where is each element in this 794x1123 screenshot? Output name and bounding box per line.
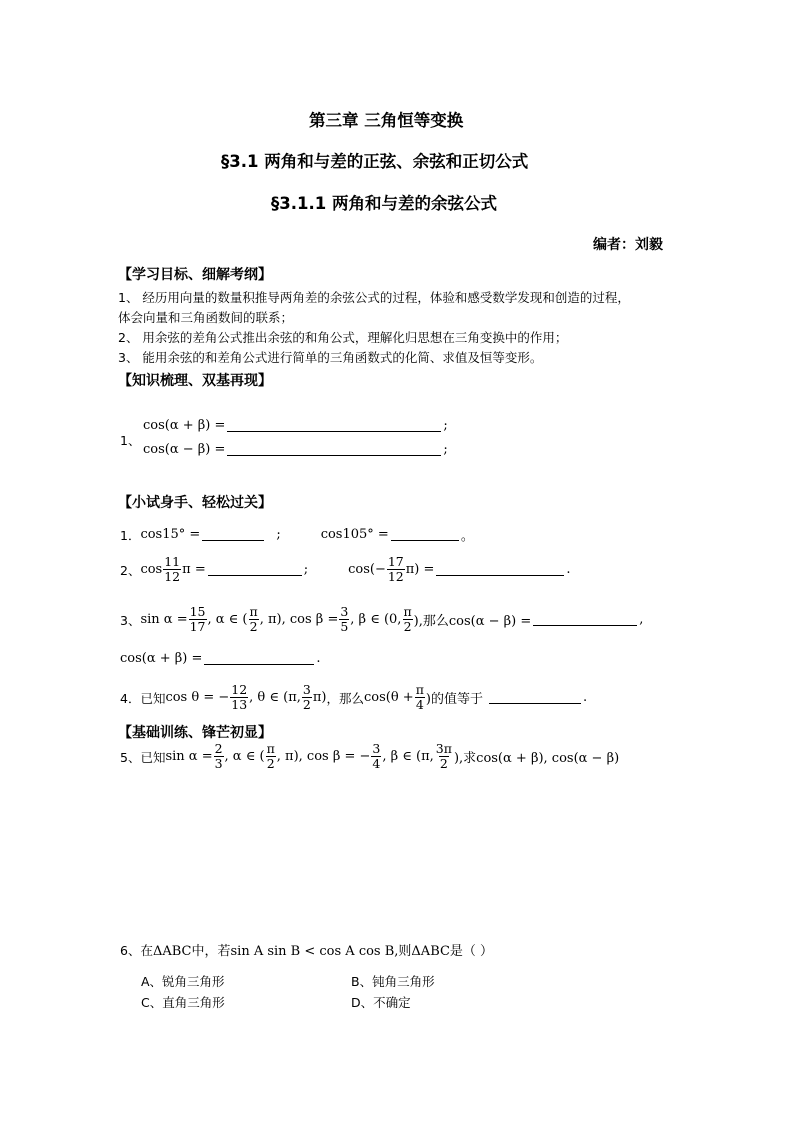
q4-seg-5: cos(θ +	[363, 690, 414, 705]
q4-number: 4．已知	[120, 690, 166, 706]
q3-blank-a[interactable]	[533, 613, 637, 626]
q5-seg-4: , β ∈ (π,	[382, 749, 434, 764]
option-c[interactable]: C、直角三角形	[141, 995, 225, 1010]
q6-seg-2: sin A sin B < cos A cos B,则ΔABC是（ ）	[230, 944, 494, 959]
q5-fraction-1: $\frac{2}{3}$	[214, 741, 223, 771]
option-d[interactable]: D、不确定	[351, 995, 411, 1010]
q2-separator: ;	[303, 562, 309, 577]
cos-diff-label: cos(α − β) =	[143, 442, 226, 457]
subsection-title: §3.1.1 两角和与差的余弦公式	[271, 194, 497, 213]
q3-end: .	[316, 651, 321, 666]
q3-fraction-4: $\frac{\pi}{2}$	[403, 604, 412, 634]
q1-number: 1．	[120, 527, 141, 543]
goal-item-1: 1、 经历用向量的数量积推导两角差的余弦公式的过程，体验和感受数学发现和创造的过程，	[118, 290, 630, 305]
option-b[interactable]: B、钝角三角形	[351, 974, 435, 989]
goals-heading: 【学习目标、细解考纲】	[118, 267, 272, 283]
cos-sum-blank[interactable]	[227, 419, 441, 432]
option-a[interactable]: A、锐角三角形	[141, 974, 225, 989]
q5-number: 5、已知	[120, 749, 166, 765]
q3-seg-3: , π), cos β =	[259, 612, 339, 627]
q2-fraction-a: $\frac{11}{12}$	[164, 554, 181, 584]
goal-item-1-cont: 体会向量和三角函数间的联系；	[118, 310, 294, 325]
q5-seg-3: , π), cos β = −	[276, 749, 371, 764]
q2-number: 2、	[120, 562, 141, 578]
question-3	[120, 605, 643, 634]
q2-part-b-post: π) =	[405, 562, 435, 577]
q5-seg-5: ),求cos(α + β), cos(α − β)	[453, 751, 620, 766]
q2-blank-a[interactable]	[208, 563, 302, 576]
cos-sum-formula	[143, 418, 448, 433]
question-2	[120, 555, 571, 584]
q4-seg-2: , θ ∈ (π,	[249, 690, 301, 705]
training-heading: 【基础训练、锋芒初显】	[118, 725, 272, 741]
cos-diff-formula	[143, 442, 448, 457]
q5-seg-1: sin α =	[165, 749, 213, 764]
goal-item-2: 2、 用余弦的差角公式推出余弦的和角公式，理解化归思想在三角变换中的作用；	[118, 330, 568, 345]
q3-blank-b[interactable]	[204, 652, 314, 665]
goal-item-3: 3、 能用余弦的和差角公式进行简单的三角函数式的化简、求值及恒等变形。	[118, 350, 543, 365]
q4-blank[interactable]	[489, 691, 581, 704]
q1-blank-b[interactable]	[391, 528, 459, 541]
question-5	[120, 742, 619, 771]
q5-seg-2: , α ∈ (	[224, 749, 265, 764]
q3-seg-1: sin α =	[140, 612, 188, 627]
q2-part-a-pre: cos	[140, 562, 163, 577]
q3-fraction-3: $\frac{3}{5}$	[340, 604, 349, 634]
q3-fraction-2: $\frac{\pi}{2}$	[249, 604, 258, 634]
q2-part-a-post: π =	[182, 562, 206, 577]
q2-fraction-b: $\frac{17}{12}$	[387, 554, 404, 584]
q6-number: 6、在	[120, 942, 153, 958]
q4-fraction-1: $\frac{12}{13}$	[231, 682, 248, 712]
q3-seg-6: ,	[639, 612, 644, 627]
q3-number: 3、	[120, 612, 141, 628]
q4-seg-3: π)	[312, 690, 327, 705]
q3-seg-2: , α ∈ (	[207, 612, 248, 627]
cos-sum-label: cos(α + β) =	[143, 418, 226, 433]
semicolon: ;	[443, 442, 448, 457]
question-4	[120, 683, 587, 712]
q2-part-b-pre: cos(−	[348, 562, 386, 577]
q6-seg-1: ΔABC中，若	[152, 944, 231, 959]
q4-seg-6: )的值等于	[425, 692, 483, 707]
q3-fraction-1: $\frac{15}{17}$	[189, 604, 206, 634]
q1-blank-a[interactable]	[202, 528, 264, 541]
section-title: §3.1 两角和与差的正弦、余弦和正切公式	[221, 152, 529, 171]
q5-fraction-2: $\frac{\pi}{2}$	[266, 741, 275, 771]
q1-part-a: cos15° =	[140, 527, 201, 542]
q1-part-b: cos105° =	[320, 527, 389, 542]
q4-seg-4: ，那么	[326, 690, 364, 706]
q4-fraction-3: $\frac{\pi}{4}$	[415, 682, 424, 712]
q4-end: .	[582, 690, 588, 705]
knowledge-item-number: 1、	[120, 433, 141, 448]
knowledge-heading: 【知识梳理、双基再现】	[118, 373, 272, 389]
question-3-line-2	[120, 651, 321, 666]
semicolon: ;	[443, 418, 448, 433]
q5-fraction-4: $\frac{3\pi}{2}$	[435, 741, 452, 771]
practice-heading: 【小试身手、轻松过关】	[118, 495, 272, 511]
q3-line2-label: cos(α + β) =	[120, 651, 203, 666]
q3-seg-5: ),那么cos(α − β) =	[413, 614, 532, 629]
chapter-title: 第三章 三角恒等变换	[309, 111, 464, 130]
q2-blank-b[interactable]	[436, 563, 564, 576]
q4-seg-1: cos θ = −	[165, 690, 230, 705]
q1-end: 。	[460, 529, 474, 544]
q2-end: .	[566, 562, 571, 577]
q4-fraction-2: $\frac{3}{2}$	[302, 682, 311, 712]
q3-seg-4: , β ∈ (0,	[350, 612, 402, 627]
q1-separator: ;	[276, 527, 281, 542]
q5-fraction-3: $\frac{3}{4}$	[372, 741, 381, 771]
cos-diff-blank[interactable]	[227, 443, 441, 456]
question-1	[120, 525, 474, 544]
question-6	[120, 940, 493, 959]
author-label: 编者：刘毅	[593, 237, 663, 253]
